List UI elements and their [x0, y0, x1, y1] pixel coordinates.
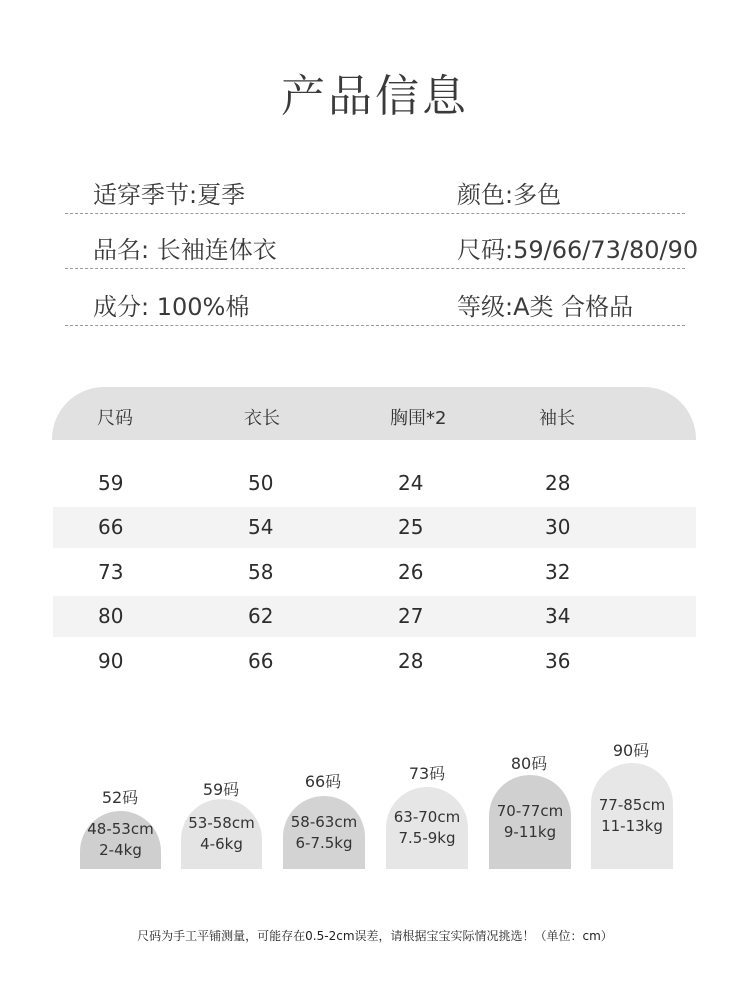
cell-sleeve: 34 [545, 604, 571, 628]
size-card-weight: 2-4kg [99, 841, 142, 859]
size-card-label: 66码 [304, 772, 342, 791]
table-row [53, 552, 696, 593]
cell-chest: 25 [398, 515, 424, 539]
cell-sleeve: 36 [545, 649, 571, 673]
cell-chest: 27 [398, 604, 424, 628]
measurement-note: 尺码为手工平铺测量，可能存在0.5-2cm误差，请根据宝宝实际情况挑选！（单位：cm） [137, 929, 613, 943]
header-size: 尺码 [97, 408, 133, 429]
size-card [591, 763, 673, 869]
size-card-label: 59码 [202, 780, 240, 799]
size-card-weight: 9-11kg [503, 823, 557, 841]
size-card [489, 775, 571, 869]
size-card-height: 48-53cm [87, 820, 154, 838]
size-card [181, 799, 262, 869]
info-grade: 等级:A类 合格品 [457, 293, 634, 321]
size-card-height: 58-63cm [290, 812, 358, 831]
table-row [53, 507, 696, 548]
cell-sleeve: 30 [545, 515, 571, 539]
info-color: 颜色:多色 [457, 181, 562, 209]
size-card-weight: 6-7.5kg [295, 833, 353, 852]
cell-length: 58 [248, 560, 274, 584]
cell-size: 80 [98, 604, 124, 628]
table-row [53, 463, 696, 504]
cell-size: 59 [98, 471, 124, 495]
cell-chest: 28 [398, 649, 424, 673]
table-row [53, 641, 696, 682]
cell-chest: 24 [398, 471, 424, 495]
page-title: 产品信息 [281, 71, 469, 122]
size-card-height: 70-77cm [496, 802, 564, 820]
size-card-label: 52码 [101, 788, 139, 807]
cell-sleeve: 32 [545, 560, 571, 584]
cell-length: 54 [248, 515, 274, 539]
info-product-name: 品名: 长袖连体衣 [93, 236, 277, 264]
table-row [53, 596, 696, 637]
size-card-weight: 4-6kg [200, 835, 243, 853]
header-chest: 胸围*2 [390, 408, 447, 429]
info-material: 成分: 100%棉 [93, 293, 250, 321]
info-row-name-size [65, 228, 699, 269]
cell-size: 66 [98, 515, 124, 539]
header-sleeve: 袖长 [539, 408, 575, 429]
size-card-label: 80码 [510, 754, 548, 773]
size-card-label: 90码 [612, 741, 650, 760]
info-row-season-color [65, 173, 685, 214]
size-card-weight: 7.5-9kg [398, 829, 456, 847]
info-season: 适穿季节:夏季 [93, 181, 246, 209]
size-card [386, 787, 468, 869]
cell-length: 62 [248, 604, 274, 628]
size-card-height: 53-58cm [188, 814, 255, 832]
size-card [283, 796, 365, 869]
cell-chest: 26 [398, 560, 424, 584]
cell-length: 50 [248, 471, 274, 495]
size-table-header [52, 387, 696, 440]
size-card-weight: 11-13kg [601, 817, 663, 835]
cell-length: 66 [248, 649, 274, 673]
size-card-height: 77-85cm [598, 796, 666, 814]
header-length: 衣长 [244, 408, 280, 429]
cell-size: 73 [98, 560, 124, 584]
info-sizes: 尺码:59/66/73/80/90 [457, 236, 699, 264]
size-card [80, 811, 161, 869]
cell-sleeve: 28 [545, 471, 571, 495]
info-row-material-grade [65, 285, 685, 326]
size-card-label: 73码 [408, 764, 446, 783]
cell-size: 90 [98, 649, 124, 673]
size-card-height: 63-70cm [393, 808, 461, 826]
